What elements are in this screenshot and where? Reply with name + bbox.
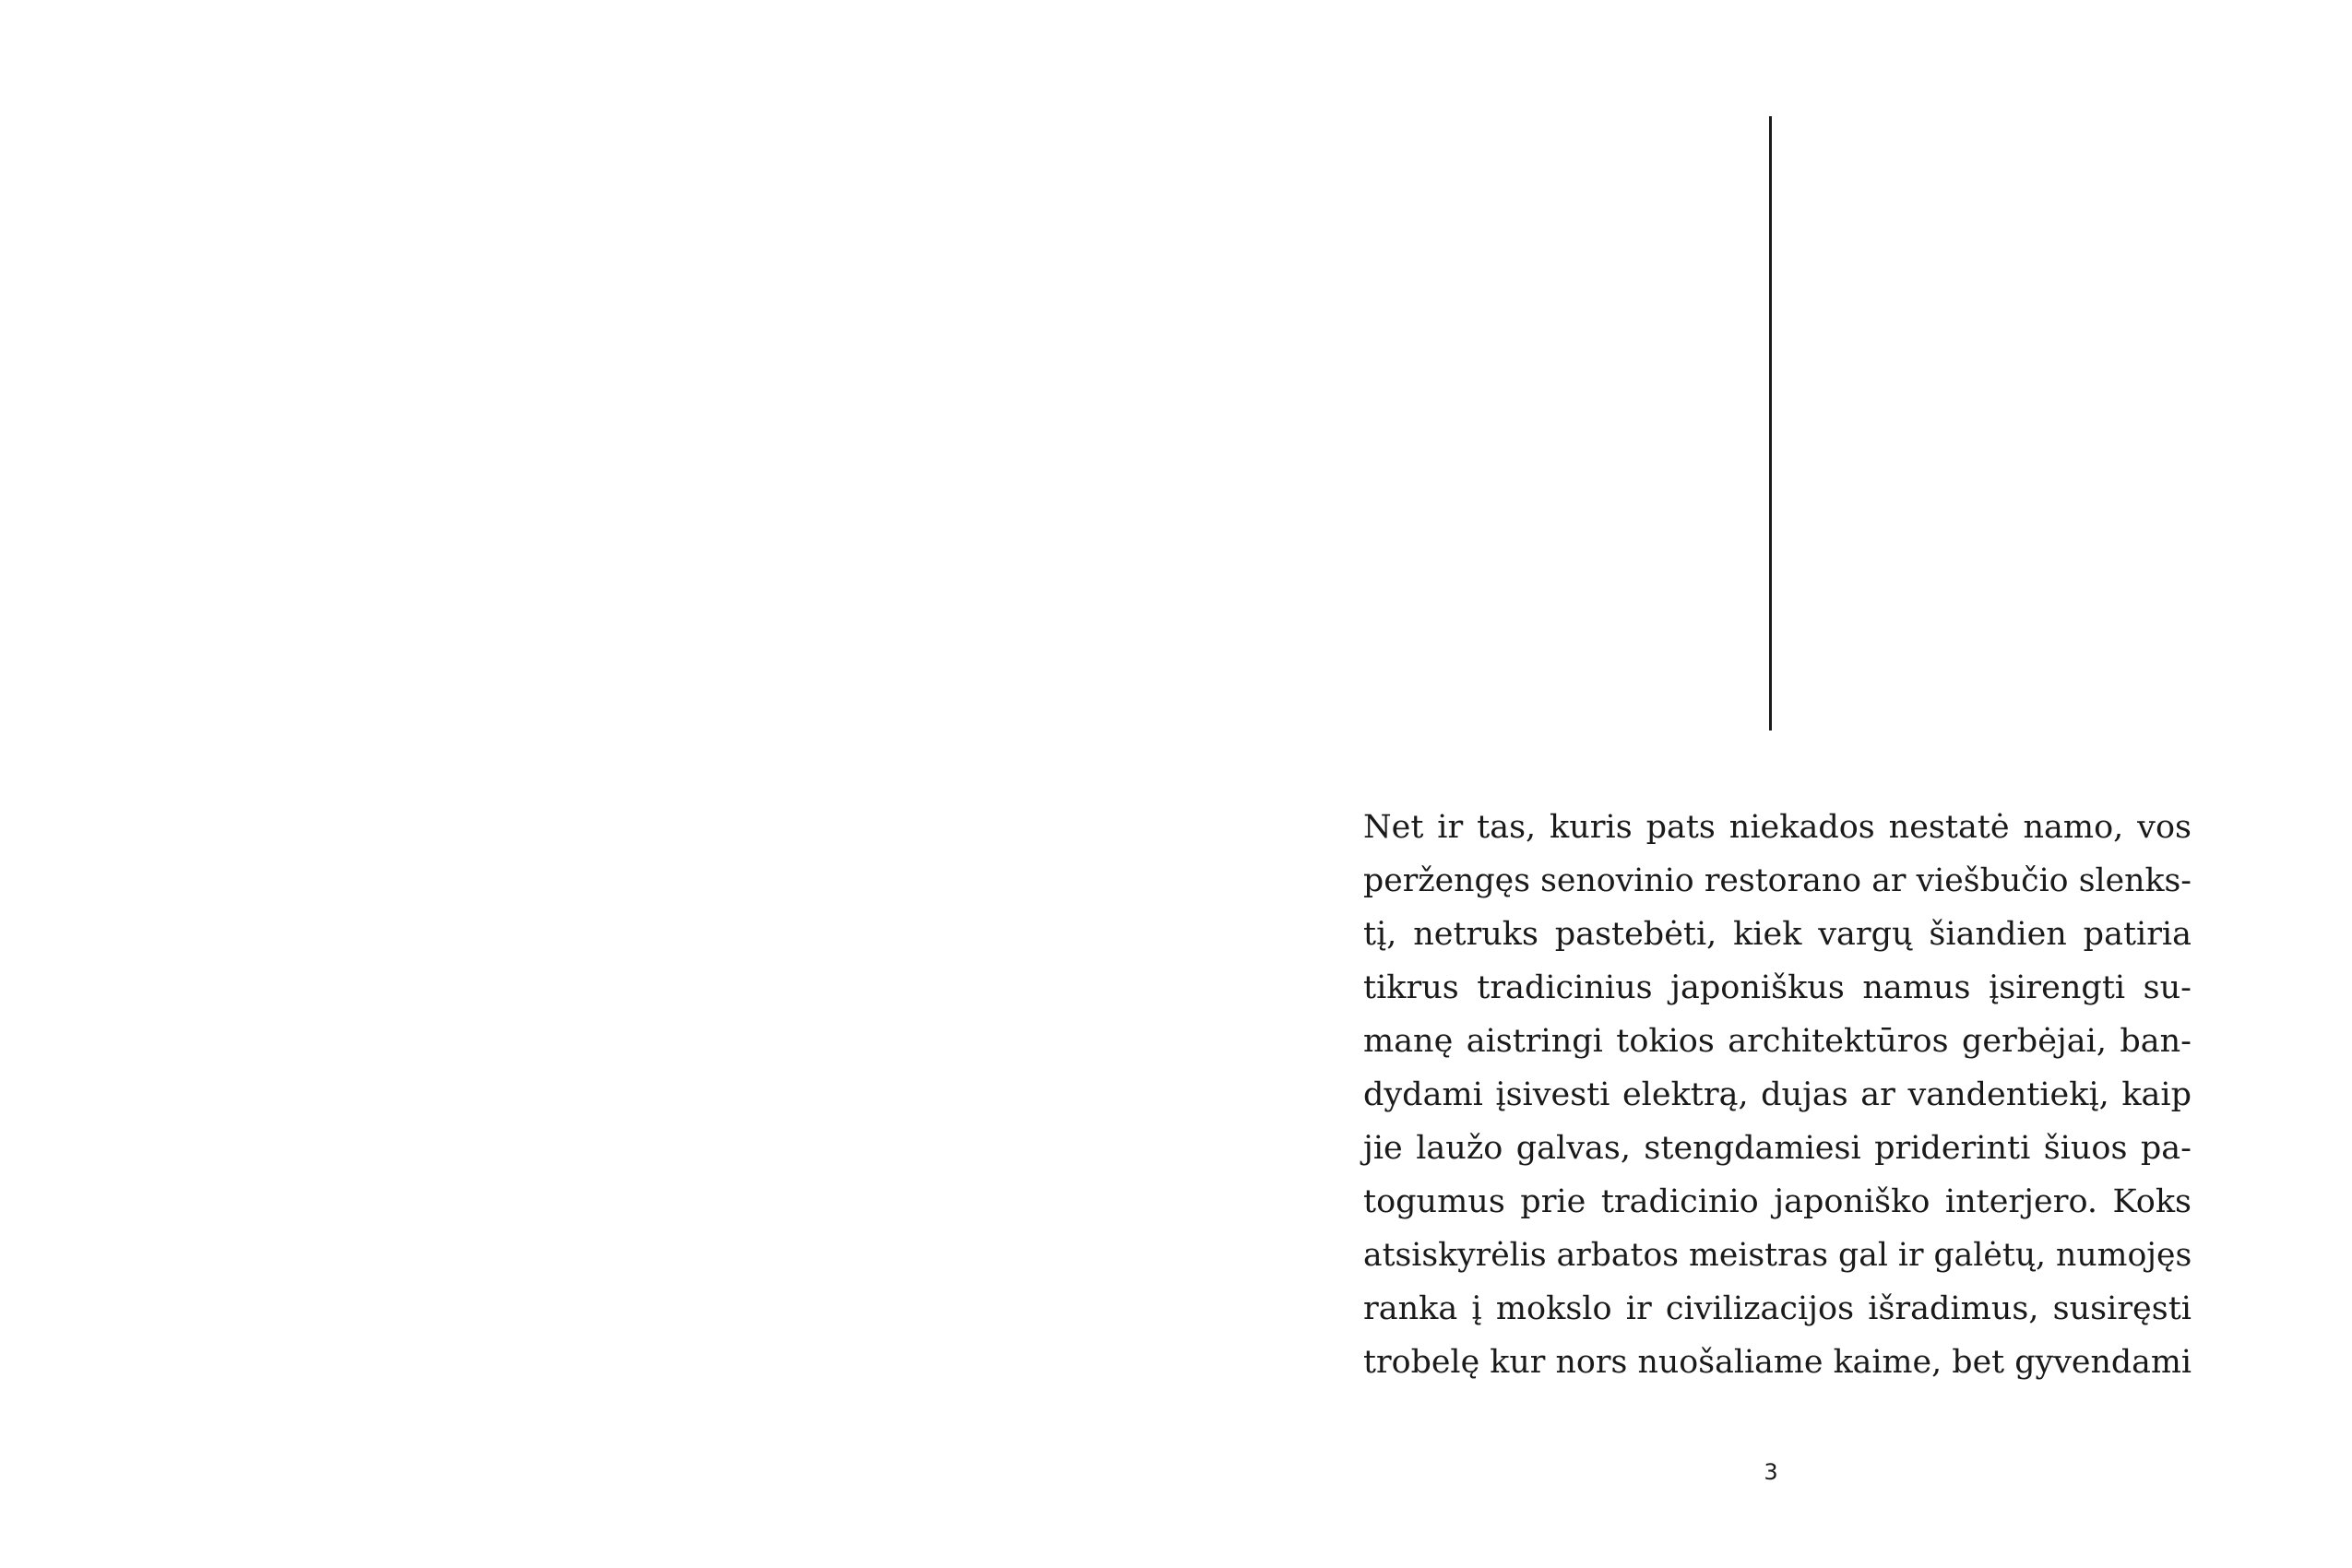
text-line: atsiskyrėlis arbatos meistras gal ir galėtų, numojęs [1363,1237,2192,1274]
text-line: trobelę kur nors nuošaliame kaime, bet gyvendami [1363,1344,2192,1381]
text-line: tį, netruks pastebėti, kiek vargų šiandien patiria [1363,916,2192,953]
page-number: 3 [1764,1459,1778,1485]
text-line: jie laužo galvas, stengdamiesi priderinti šiuos pa- [1363,1130,2192,1167]
text-line: tikrus tradicinius japoniškus namus įsirengti su- [1363,969,2192,1006]
text-line: togumus prie tradicinio japoniško interjero. Koks [1363,1183,2192,1220]
vertical-rule [1769,116,1772,731]
body-paragraph [1363,801,2192,1389]
text-line: ranka į mokslo ir civilizacijos išradimus, susiręsti [1363,1290,2192,1327]
text-line: peržengęs senovinio restorano ar viešbučio slenks- [1363,862,2192,899]
text-line: dydami įsivesti elektrą, dujas ar vandentiekį, kaip [1363,1076,2192,1113]
text-line: manę aistringi tokios architektūros gerbėjai, ban- [1363,1023,2192,1060]
text-line: Net ir tas, kuris pats niekados nestatė namo, vos [1363,809,2192,846]
